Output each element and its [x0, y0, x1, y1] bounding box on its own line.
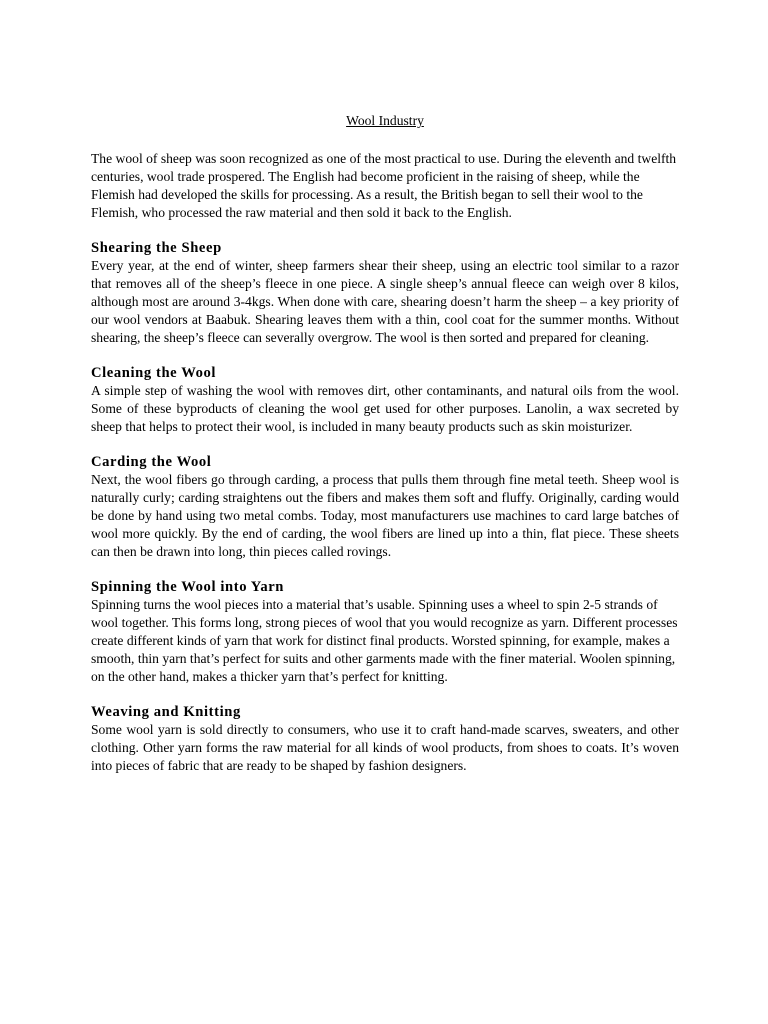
section-heading: Weaving and Knitting — [91, 704, 241, 720]
section-weaving — [91, 703, 679, 775]
document-page — [91, 112, 679, 792]
section-body: Some wool yarn is sold directly to consumers, who use it to craft hand-made scarves, sweaters, and other clothing. Other yarn forms the raw material for all kinds of wool products, from shoes to coats. It’s woven into pieces of fabric that are ready to be shaped by fashion designers. — [91, 722, 679, 773]
section-body: Spinning turns the wool pieces into a material that’s usable. Spinning uses a wheel to spin 2-5 strands of wool together. This forms long, strong pieces of wool that you would recognize as yarn. Different processes create different kinds of yarn that work for distinct final products. Worsted spinning, for example, makes a smooth, thin yarn that’s perfect for suits and other garments made with the finer material. Woolen spinning, on the other hand, makes a thicker yarn that’s perfect for knitting. — [91, 597, 678, 684]
section-body: A simple step of washing the wool with removes dirt, other contaminants, and natural oils from the wool. Some of these byproducts of cleaning the wool get used for other purposes. Lanolin, a wax secreted by sheep that helps to protect their wool, is included in many beauty products such as skin moisturizer. — [91, 383, 679, 434]
section-body: Every year, at the end of winter, sheep farmers shear their sheep, using an electric tool similar to a razor that removes all of the sheep’s fleece in one piece. A single sheep’s annual fleece can weigh over 8 kilos, although most are around 3-4kgs. When done with care, shearing doesn’t harm the sheep – a key priority of our wool vendors at Baabuk. Shearing leaves them with a thin, cool coat for the summer months. Without shearing, the sheep’s fleece can severally overgrow. The wool is then sorted and prepared for cleaning. — [91, 258, 679, 345]
section-cleaning — [91, 364, 679, 436]
section-heading: Shearing the Sheep — [91, 240, 222, 256]
intro-paragraph: The wool of sheep was soon recognized as one of the most practical to use. During the eleventh and twelfth centuries, wool trade prospered. The English had become proficient in the raising of sheep, while the Flemish had developed the skills for processing. As a result, the British began to sell their wool to the Flemish, who processed the raw material and then sold it back to the English. — [91, 151, 677, 220]
section-carding — [91, 453, 679, 561]
section-body: Next, the wool fibers go through carding, a process that pulls them through fine metal teeth. Sheep wool is naturally curly; carding straightens out the fibers and makes them soft and fluffy. Originally, carding would be done by hand using two metal combs. Today, most manufacturers use machines to card large batches of wool more quickly. By the end of carding, the wool fibers are lined up into a thin, flat piece. These sheets can then be drawn into long, thin pieces called rovings. — [91, 472, 679, 559]
section-heading: Spinning the Wool into Yarn — [91, 579, 285, 595]
section-heading: Cleaning the Wool — [91, 365, 217, 381]
section-heading: Carding the Wool — [91, 454, 212, 470]
section-shearing — [91, 239, 679, 347]
document-title: Wool Industry — [346, 113, 424, 128]
section-spinning — [91, 578, 679, 686]
